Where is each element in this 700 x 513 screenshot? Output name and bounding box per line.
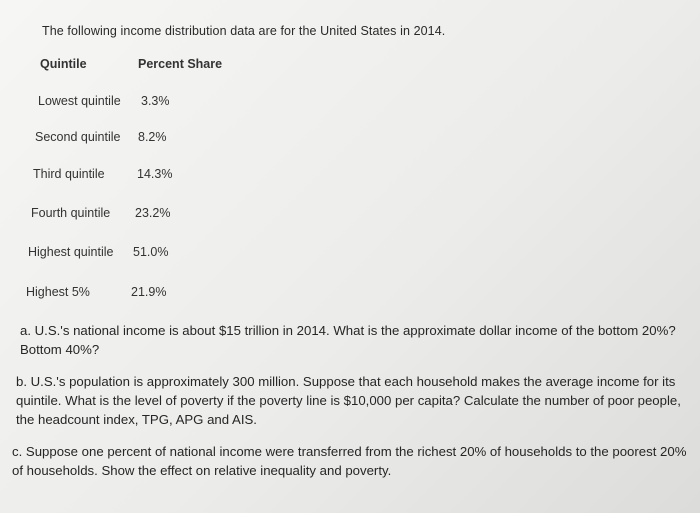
header-quintile: Quintile (40, 57, 87, 71)
intro-text: The following income distribution data are for the United States in 2014. (42, 24, 446, 38)
row-value: 3.3% (141, 94, 170, 108)
row-label: Lowest quintile (38, 94, 121, 108)
row-label: Second quintile (35, 130, 121, 144)
question-a: a. U.S.'s national income is about $15 trillion in 2014. What is the approximate dollar income of the bottom 20%? Bottom 40%? (20, 323, 676, 357)
row-value: 21.9% (131, 285, 167, 299)
row-value: 51.0% (133, 245, 169, 259)
row-label: Highest quintile (28, 245, 114, 259)
question-c: c. Suppose one percent of national income were transferred from the richest 20% of households to the poorest 20% of households. Show the effect on relative inequality and poverty. (12, 444, 687, 478)
row-label: Third quintile (33, 167, 105, 181)
question-b: b. U.S.'s population is approximately 300 million. Suppose that each household makes the average income for its quintile. What is the level of poverty if the poverty line is $10,000 per capita? Calculate the number of poor people, the headcount index, TPG, APG and AIS. (16, 374, 681, 427)
row-value: 23.2% (135, 206, 171, 220)
row-label: Highest 5% (26, 285, 90, 299)
row-value: 14.3% (137, 167, 173, 181)
row-value: 8.2% (138, 130, 167, 144)
header-percent-share: Percent Share (138, 57, 223, 71)
row-label: Fourth quintile (31, 206, 111, 220)
